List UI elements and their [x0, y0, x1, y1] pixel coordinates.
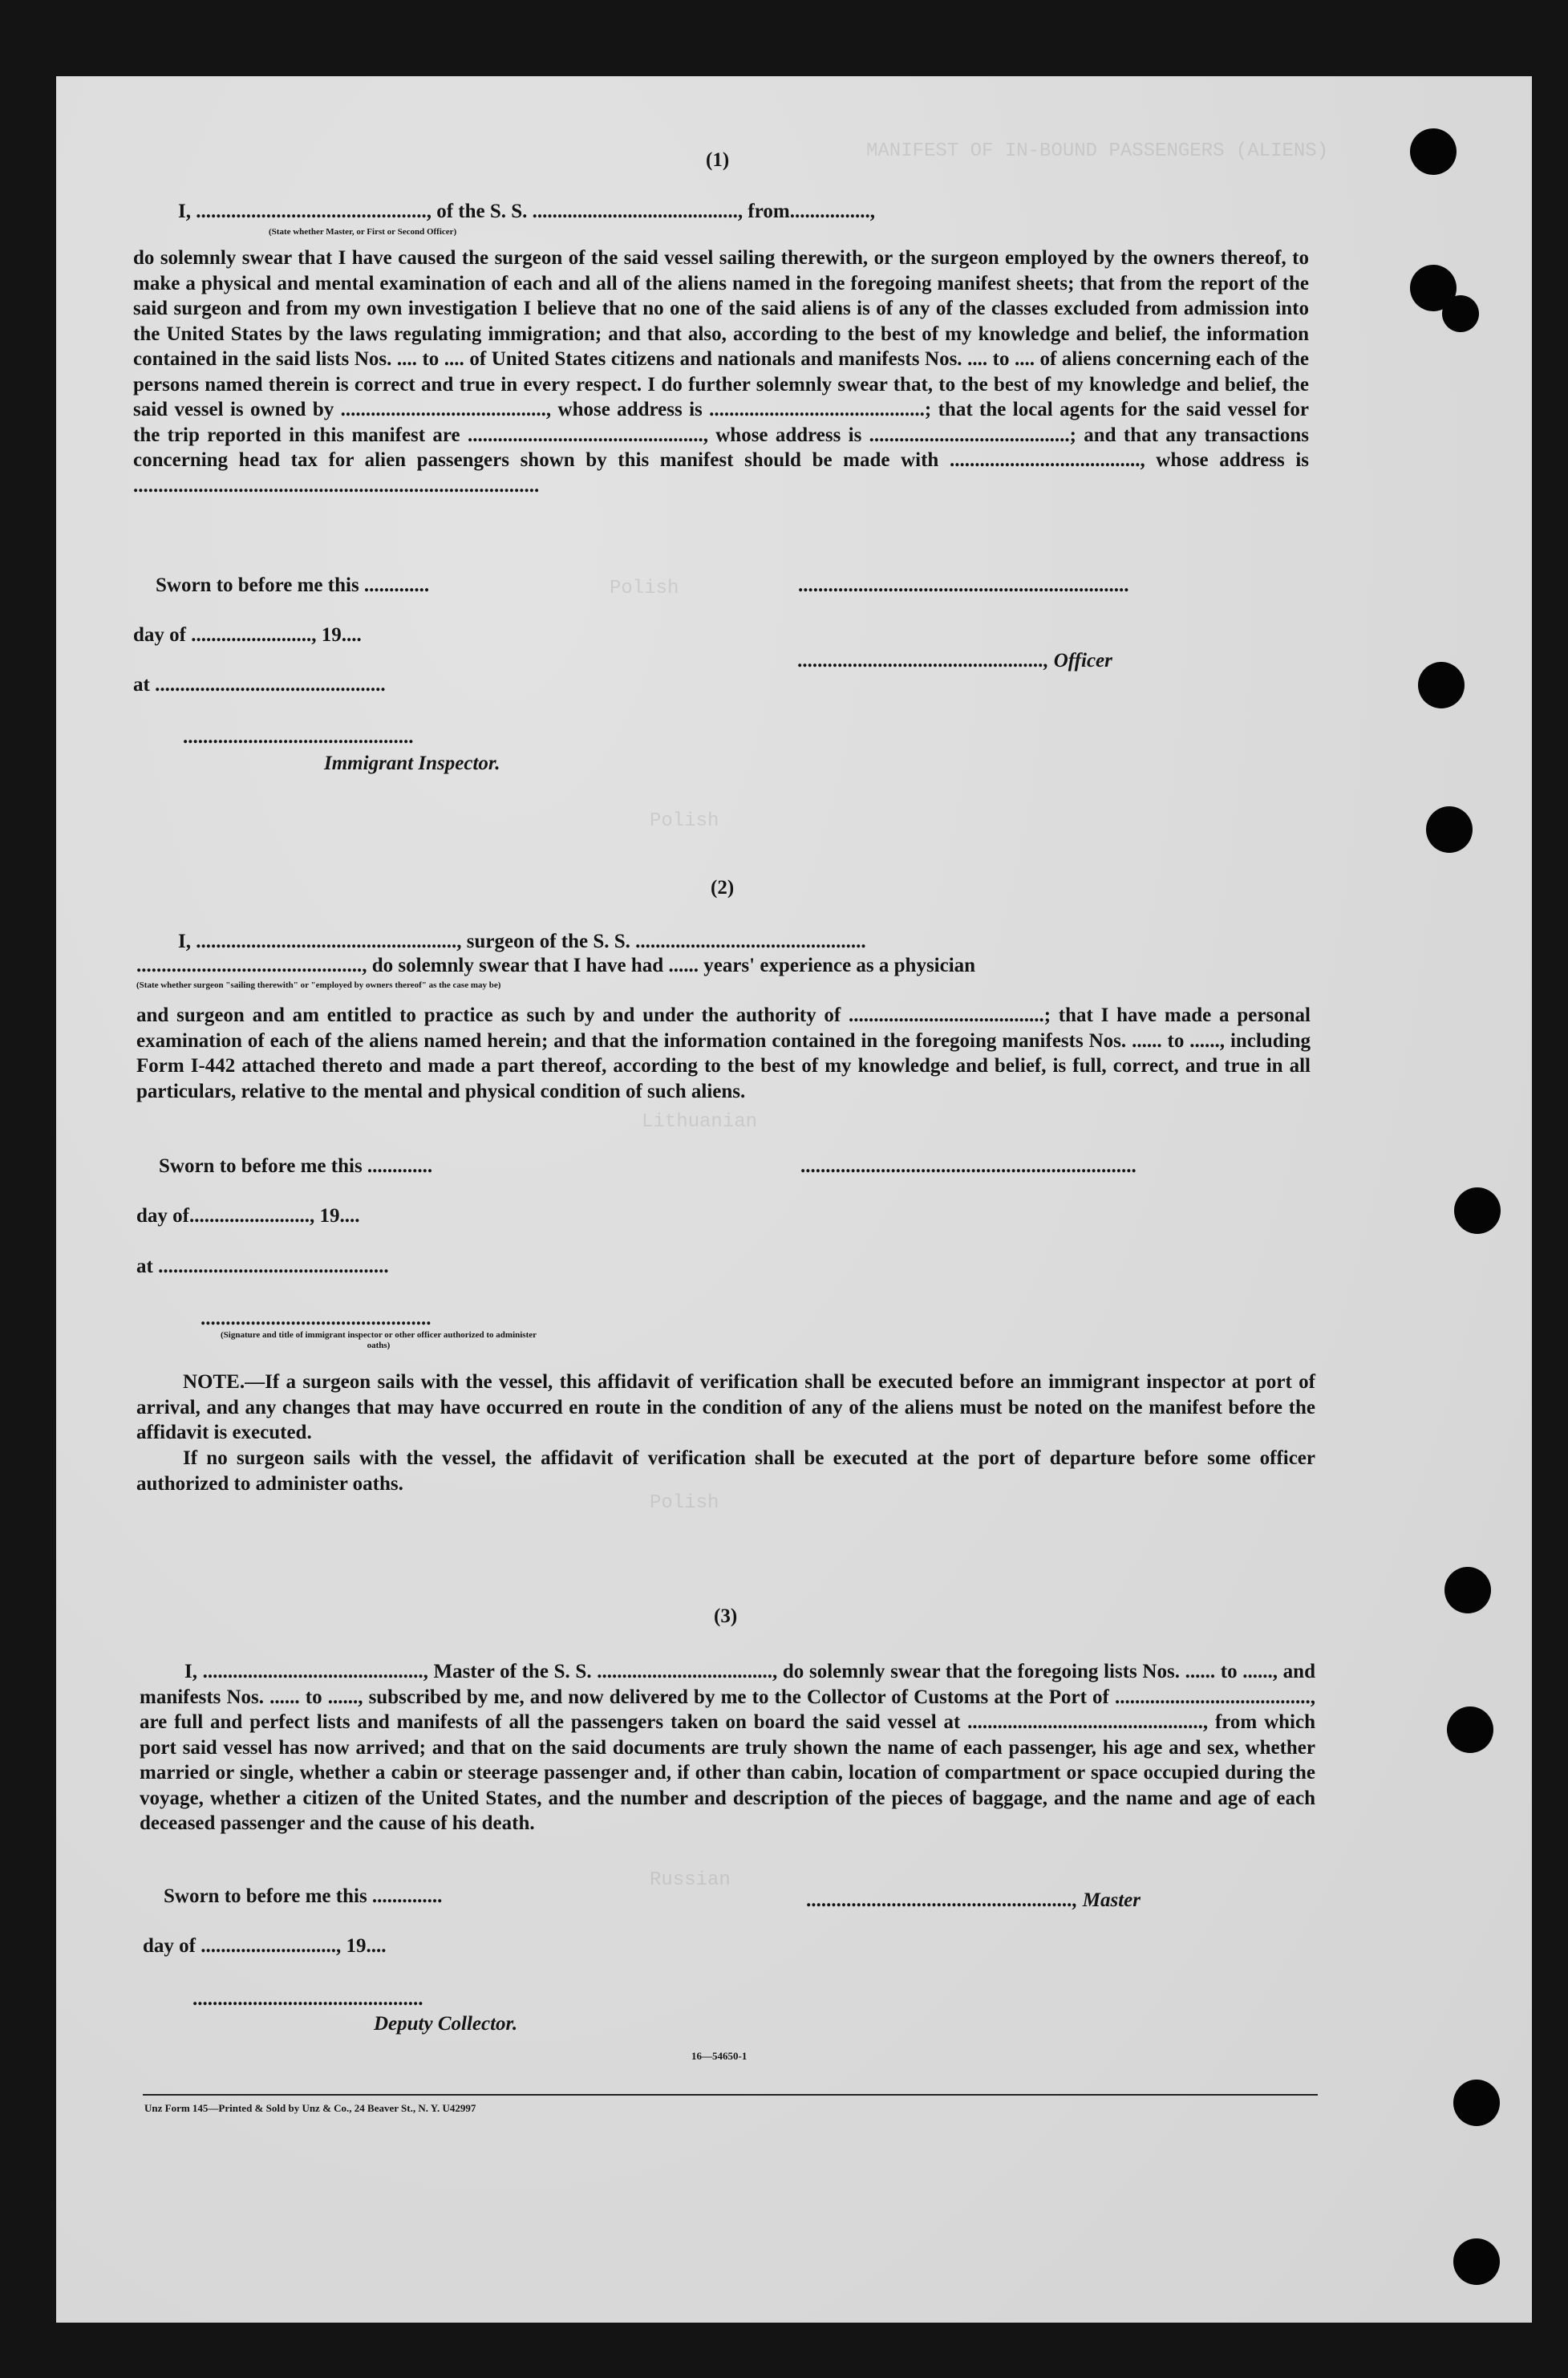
section-2-note: NOTE.—If a surgeon sails with the vessel, this affidavit of verification shall be executed before an immigrant inspector at port of arrival, and any changes that may have occurred en route in the condition of any of the aliens must be noted on the manifest before the affidavit is executed. [136, 1371, 1315, 1443]
section-2-signature-line: .............................................. [201, 1308, 432, 1329]
section-2-heading: (2) [711, 877, 735, 899]
section-1-officer-title-line: ................................................., Officer [798, 650, 1112, 672]
bleed-through-texture: Russian [650, 1869, 731, 1891]
binder-hole [1410, 128, 1457, 175]
binder-hole [1442, 295, 1479, 332]
section-2-signature-note: (Signature and title of immigrant inspector or other officer authorized to administer oaths) [220, 1330, 537, 1350]
bleed-through-texture: MANIFEST OF IN-BOUND PASSENGERS (ALIENS) [866, 140, 1329, 162]
section-2-right-signature-line: ................................................................... [800, 1155, 1136, 1177]
binder-hole [1426, 806, 1473, 853]
binder-hole [1444, 1567, 1491, 1613]
section-1-oath-line: I, .............................................., of the S. S. ........................................., from................, [178, 201, 875, 222]
binder-hole [1454, 1187, 1501, 1234]
section-1-heading: (1) [706, 149, 730, 171]
section-2-note-2: If no surgeon sails with the vessel, the affidavit of verification shall be executed at the port of departure before some officer authorized to administer oaths. [136, 1447, 1315, 1495]
section-1-officer-note: (State whether Master, or First or Second Officer) [269, 227, 457, 237]
section-3-day-line: day of ..........................., 19.... [143, 1935, 387, 1957]
binder-hole [1453, 2080, 1500, 2126]
section-3-sworn-line: Sworn to before me this .............. [164, 1885, 443, 1907]
section-1-oath-text: do solemnly swear that I have caused the surgeon of the said vessel sailing therewith, or the surgeon employed by the owners thereof, to make a physical and mental examination of each and all of the aliens named in the foregoing manifest sheets; that from the report of the said surgeon and from my own investigation I believe that no one of the said aliens is of any of the classes excluded from admission into the United States by the laws regulating immigration; and that also, according to the best of my knowledge and belief, the information contained in the said lists Nos. .... to .... of United States citizens and nationals and manifests Nos. .... to .... of aliens concerning each of the persons named therein is correct and true in every respect. I do further solemnly swear that, to the best of my knowledge and belief, the said vessel is owned by ........................................., whose address is ...........................................; that the local agents for the said vessel for the trip reported in this manifest are ..............................................., whose address is ........................................; and that any transactions concerning head tax for alien passengers shown by this manifest should be made with ......................................, whose address is ................................................................................. [133, 247, 1309, 497]
bleed-through-texture: Lithuanian [642, 1111, 758, 1133]
bleed-through-texture: Polish [650, 1492, 719, 1514]
section-2-at-line: at .............................................. [136, 1256, 389, 1277]
section-1-day-line: day of ........................, 19.... [133, 624, 362, 646]
section-2-surgeon-line: I, ...................................................., surgeon of the S. S. .............................................. [178, 931, 866, 952]
section-3-oath-text: I, ............................................, Master of the S. S. ..................................., do solemnly swear that the foregoing lists Nos. ...... to ......, and manifests Nos. ...... to ......, subscribed by me, and now delivered by me to the Collector of Customs at the Port of ......................................., are full and perfect lists and manifests of all the passengers taken on board the said vessel at ..............................................., from which port said vessel has now arrived; and that on the said documents are truly shown the name of each passenger, his age and sex, whether married or single, whether a cabin or steerage passenger and, if other than cabin, location of compartment or space occupied during the voyage, whether a citizen of the United States, and the number and description of the pieces of baggage, and the name and age of each deceased passenger and the cause of his death. [140, 1661, 1315, 1834]
footer-divider [143, 2094, 1318, 2096]
section-2-surgeon-note: (State whether surgeon "sailing therewith" or "employed by owners thereof" as the case may be) [136, 980, 501, 990]
section-1-sworn-line: Sworn to before me this ............. [156, 574, 430, 596]
section-2-oath-text: and surgeon and am entitled to practice as such by and under the authority of .......................................; that I have made a personal examination of each of the aliens named herein; and that the information contained in the foregoing manifests Nos. ...... to ......, including Form I-442 attached thereto and made a part thereof, according to the best of my knowledge and belief, is full, correct, and true in all particulars, relative to the mental and physical condition of such aliens. [136, 1004, 1311, 1102]
section-2-experience-line: ............................................., do solemnly swear that I have had ...... years' experience as a physician [136, 955, 976, 976]
form-number: 16—54650-1 [691, 2050, 748, 2062]
binder-hole [1453, 2238, 1500, 2285]
section-1-signature-title: Immigrant Inspector. [324, 753, 500, 774]
section-1-at-line: at .............................................. [133, 674, 386, 696]
section-1-officer-signature-line: .................................................................. [798, 574, 1129, 596]
section-3-signature-line: .............................................. [192, 1988, 423, 2010]
section-3-signature-title: Deputy Collector. [374, 2013, 518, 2035]
section-2-sworn-line: Sworn to before me this ............. [159, 1155, 433, 1177]
section-3-master-line: ....................................................., Master [807, 1889, 1141, 1911]
binder-hole [1418, 662, 1465, 708]
binder-hole [1447, 1706, 1493, 1753]
bleed-through-texture: Polish [610, 578, 679, 599]
section-1-signature-line: .............................................. [183, 726, 414, 748]
bleed-through-texture: Polish [650, 810, 719, 832]
section-2-day-line: day of........................, 19.... [136, 1205, 360, 1227]
printer-line: Unz Form 145—Printed & Sold by Unz & Co., 24 Beaver St., N. Y. U42997 [144, 2102, 476, 2114]
section-3-heading: (3) [714, 1605, 738, 1627]
